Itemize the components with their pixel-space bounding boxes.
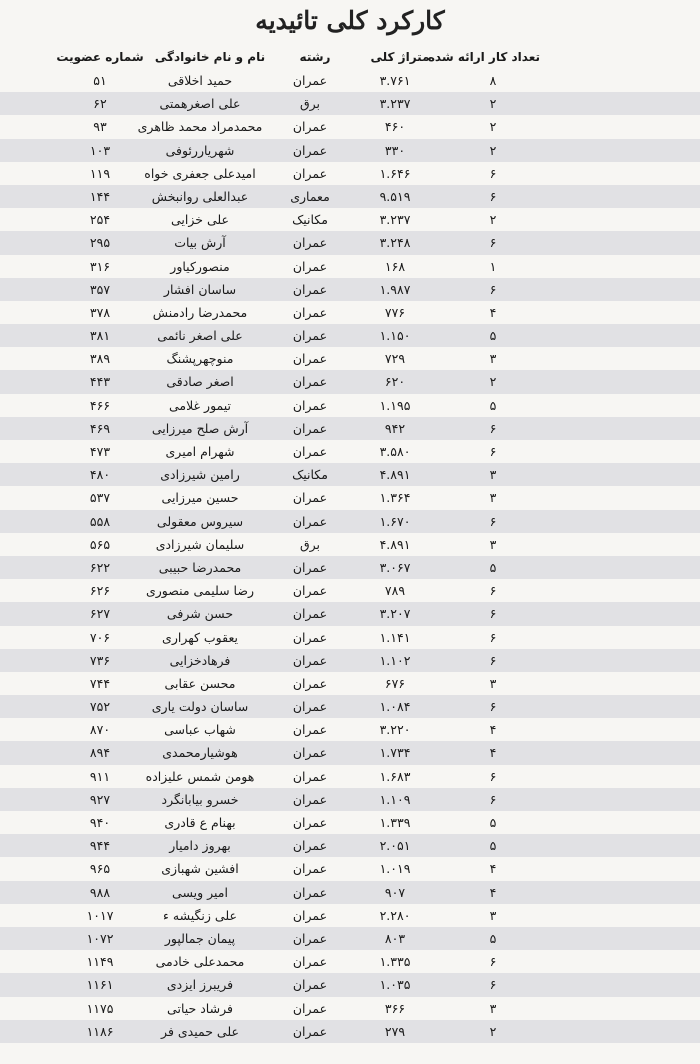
field-cell: عمران: [292, 884, 328, 900]
member-number-cell: ۷۰۶: [89, 629, 111, 645]
table-row: [0, 904, 700, 927]
area-cell: ۱.۶۴۶: [379, 165, 411, 181]
member-number-cell: ۹۴۰: [89, 815, 111, 830]
area-cell: ۳.۰۶۷: [379, 559, 411, 575]
header-name: نام و نام خانوادگی: [154, 50, 266, 64]
name-cell: شهریاررئوفی: [165, 142, 235, 158]
table-row: [0, 92, 700, 115]
area-cell: ۱.۰۱۹: [379, 861, 411, 877]
table-row: [0, 510, 700, 533]
member-number-cell: ۶۲۶: [89, 583, 111, 599]
table-row: [0, 811, 700, 834]
count-cell: ۲: [489, 119, 497, 135]
area-cell: ۱.۰۳۵: [379, 977, 411, 993]
name-cell: هومن شمس علیزاده: [145, 768, 255, 784]
field-cell: عمران: [292, 954, 328, 970]
table-row: [0, 394, 700, 417]
table-row: [0, 556, 700, 579]
member-number-cell: ۶۲۲: [89, 559, 111, 575]
count-cell: ۳: [489, 907, 497, 923]
member-number-cell: ۷۴۴: [89, 675, 111, 691]
name-cell: عبدالعلی روانبخش: [151, 188, 249, 204]
count-cell: ۲: [489, 212, 497, 228]
count-cell: ۵: [489, 559, 497, 575]
name-cell: افشین شهبازی: [161, 861, 239, 877]
member-number-cell: ۷۳۶: [89, 652, 111, 668]
table-row: [0, 463, 700, 486]
table-row: [0, 927, 700, 950]
table-row: [0, 162, 700, 185]
header-count: تعداد کار ارائه شده: [427, 50, 540, 64]
member-number-cell: ۶۲: [93, 96, 107, 112]
table-row: [0, 370, 700, 393]
count-cell: ۳: [489, 351, 497, 367]
table-row: [0, 301, 700, 324]
table-row: [0, 672, 700, 695]
member-number-cell: ۵۵۸: [89, 513, 111, 529]
table-row: [0, 208, 700, 231]
area-cell: ۶۲۰: [384, 374, 406, 390]
table-row: [0, 997, 700, 1020]
name-cell: رامین شیرزادی: [160, 467, 240, 483]
name-cell: حسن شرفی: [166, 606, 234, 622]
member-number-cell: ۱۴۴: [89, 188, 111, 204]
field-cell: عمران: [292, 907, 328, 923]
member-number-cell: ۵۳۷: [89, 490, 111, 506]
member-number-cell: ۴۶۶: [89, 397, 111, 413]
field-cell: برق: [299, 536, 321, 552]
name-cell: پیمان جمالپور: [164, 930, 236, 946]
field-cell: عمران: [292, 977, 328, 993]
member-number-cell: ۴۷۳: [89, 444, 111, 459]
count-cell: ۶: [489, 188, 497, 204]
field-cell: عمران: [292, 304, 328, 320]
member-number-cell: ۱۰۳: [89, 142, 111, 158]
area-cell: ۱.۷۳۴: [379, 745, 411, 761]
member-number-cell: ۴۶۹: [89, 420, 111, 436]
name-cell: علی زنگیشه ء: [163, 907, 237, 923]
count-cell: ۴: [489, 861, 497, 877]
area-cell: ۹۴۲: [384, 420, 406, 436]
count-cell: ۲: [489, 374, 497, 390]
field-cell: عمران: [292, 791, 328, 807]
table-row: [0, 834, 700, 857]
member-number-cell: ۸۹۴: [89, 745, 111, 761]
member-number-cell: ۹۳: [93, 119, 107, 135]
field-cell: عمران: [292, 675, 328, 691]
count-cell: ۶: [489, 954, 497, 970]
name-cell: رضا سلیمی منصوری: [145, 583, 255, 599]
count-cell: ۶: [489, 606, 497, 622]
name-cell: شهاب عباسی: [164, 722, 236, 738]
table-row: [0, 486, 700, 509]
count-cell: ۶: [489, 768, 497, 784]
table-row: [0, 649, 700, 672]
name-cell: محسن عقابی: [164, 675, 236, 691]
member-number-cell: ۳۷۸: [89, 304, 111, 320]
field-cell: عمران: [292, 281, 328, 297]
member-number-cell: ۳۸۹: [89, 351, 111, 367]
name-cell: ساسان دولت یاری: [151, 699, 249, 715]
table-row: [0, 741, 700, 764]
area-cell: ۱.۱۴۱: [379, 629, 411, 645]
field-cell: عمران: [292, 652, 328, 668]
count-cell: ۵: [489, 328, 497, 344]
table-row: [0, 255, 700, 278]
area-cell: ۳۶۶: [384, 1000, 406, 1016]
area-cell: ۱.۳۳۵: [379, 954, 411, 970]
name-cell: علی اصغرهمتی: [159, 96, 241, 112]
area-cell: ۳۳۰: [384, 142, 406, 158]
area-cell: ۲۷۹: [384, 1023, 406, 1039]
count-cell: ۶: [489, 583, 497, 599]
name-cell: حمید اخلاقی: [167, 73, 233, 88]
table-row: [0, 139, 700, 162]
field-cell: عمران: [292, 73, 328, 88]
count-cell: ۲: [489, 96, 497, 112]
member-number-cell: ۹۴۴: [89, 838, 111, 854]
name-cell: محمدرضا رادمنش: [152, 304, 248, 320]
member-number-cell: ۱۱۹: [89, 165, 111, 181]
count-cell: ۸: [489, 73, 497, 88]
field-cell: عمران: [292, 258, 328, 274]
name-cell: علی حمیدی فر: [161, 1023, 239, 1039]
name-cell: فرشاد حیاتی: [167, 1000, 233, 1016]
count-cell: ۶: [489, 165, 497, 181]
area-cell: ۳.۲۳۷: [379, 212, 411, 228]
field-cell: عمران: [292, 559, 328, 575]
count-cell: ۴: [489, 304, 497, 320]
field-cell: عمران: [292, 397, 328, 413]
area-cell: ۳.۲۴۸: [379, 235, 411, 251]
member-number-cell: ۵۱: [93, 73, 107, 88]
member-number-cell: ۱۱۷۵: [86, 1000, 114, 1016]
area-cell: ۳.۲۰۷: [379, 606, 411, 622]
field-cell: مکانیک: [292, 212, 328, 228]
field-cell: عمران: [292, 1000, 328, 1016]
name-cell: ساسان افشار: [163, 281, 237, 297]
area-cell: ۱.۱۹۵: [379, 397, 411, 413]
area-cell: ۲.۰۵۱: [379, 838, 411, 854]
name-cell: سیروس معقولی: [156, 513, 244, 529]
field-cell: برق: [299, 96, 321, 112]
member-number-cell: ۸۷۰: [89, 722, 111, 738]
table-row: [0, 440, 700, 463]
field-cell: عمران: [292, 583, 328, 599]
count-cell: ۶: [489, 444, 497, 459]
area-cell: ۲.۲۸۰: [379, 907, 411, 923]
table-row: [0, 185, 700, 208]
count-cell: ۲: [489, 142, 497, 158]
table-row: [0, 788, 700, 811]
member-number-cell: ۳۸۱: [89, 328, 111, 344]
name-cell: امیر ویسی: [172, 884, 228, 900]
name-cell: محمدرضا حبیبی: [158, 559, 242, 575]
count-cell: ۵: [489, 838, 497, 854]
area-cell: ۱.۱۵۰: [379, 328, 411, 344]
count-cell: ۳: [489, 467, 497, 483]
table-row: [0, 579, 700, 602]
header-member-number: شماره عضویت: [56, 50, 144, 64]
field-cell: عمران: [292, 142, 328, 158]
table-row: [0, 347, 700, 370]
area-cell: ۳.۲۳۷: [379, 96, 411, 112]
table-row: [0, 115, 700, 138]
name-cell: علی خزایی: [171, 212, 229, 228]
field-cell: عمران: [292, 513, 328, 529]
area-cell: ۹.۵۱۹: [379, 188, 411, 204]
count-cell: ۱: [489, 258, 497, 274]
table-header: [0, 50, 700, 70]
table-row: [0, 533, 700, 556]
count-cell: ۶: [489, 652, 497, 668]
name-cell: فریبرز ایزدی: [166, 977, 234, 993]
member-number-cell: ۴۸۰: [89, 467, 111, 483]
count-cell: ۶: [489, 235, 497, 251]
field-cell: عمران: [292, 374, 328, 390]
name-cell: سلیمان شیرزادی: [155, 536, 245, 552]
member-number-cell: ۹۸۸: [89, 884, 111, 900]
area-cell: ۷۷۶: [384, 304, 406, 320]
count-cell: ۴: [489, 745, 497, 761]
table-row: [0, 324, 700, 347]
field-cell: عمران: [292, 490, 328, 506]
table-row: [0, 602, 700, 625]
member-number-cell: ۵۶۵: [89, 536, 111, 552]
member-number-cell: ۱۱۴۹: [86, 954, 114, 970]
name-cell: امیدعلی جعفری خواه: [144, 165, 256, 181]
table-row: [0, 950, 700, 973]
area-cell: ۸۰۳: [384, 930, 406, 946]
member-number-cell: ۹۶۵: [89, 861, 111, 877]
member-number-cell: ۷۵۲: [89, 699, 111, 715]
member-number-cell: ۳۱۶: [89, 258, 111, 274]
field-cell: عمران: [292, 745, 328, 761]
member-number-cell: ۲۹۵: [89, 235, 111, 251]
name-cell: آرش صلح میرزایی: [151, 420, 249, 436]
area-cell: ۴.۸۹۱: [379, 467, 411, 483]
name-cell: شهرام امیری: [165, 444, 235, 459]
table-row: [0, 626, 700, 649]
area-cell: ۹۰۷: [384, 884, 406, 900]
area-cell: ۶۷۶: [384, 675, 406, 691]
table-row: [0, 881, 700, 904]
header-field: رشته: [299, 50, 331, 64]
count-cell: ۶: [489, 420, 497, 436]
name-cell: منوچهرپشنگ: [166, 351, 234, 367]
area-cell: ۴۶۰: [384, 119, 406, 135]
table-row: [0, 69, 700, 92]
area-cell: ۳.۷۶۱: [379, 73, 411, 88]
member-number-cell: ۹۲۷: [89, 791, 111, 807]
table-row: [0, 765, 700, 788]
name-cell: هوشیارمحمدی: [162, 745, 238, 761]
area-cell: ۷۸۹: [384, 583, 406, 599]
field-cell: عمران: [292, 444, 328, 459]
count-cell: ۳: [489, 536, 497, 552]
name-cell: تیمور غلامی: [168, 397, 232, 413]
field-cell: عمران: [292, 722, 328, 738]
count-cell: ۴: [489, 884, 497, 900]
field-cell: مکانیک: [292, 467, 328, 483]
member-number-cell: ۴۴۳: [89, 374, 111, 390]
count-cell: ۲: [489, 1023, 497, 1039]
count-cell: ۴: [489, 722, 497, 738]
field-cell: عمران: [292, 119, 328, 135]
member-number-cell: ۱۰۱۷: [86, 907, 114, 923]
member-number-cell: ۱۰۷۲: [86, 930, 114, 946]
name-cell: یعقوب کهراری: [162, 629, 238, 645]
count-cell: ۶: [489, 791, 497, 807]
member-number-cell: ۶۲۷: [89, 606, 111, 622]
area-cell: ۳.۵۸۰: [379, 444, 411, 459]
member-number-cell: ۱۱۸۶: [86, 1023, 114, 1039]
table-row: [0, 857, 700, 880]
area-cell: ۱.۳۳۹: [379, 815, 411, 830]
count-cell: ۵: [489, 397, 497, 413]
area-cell: ۷۲۹: [384, 351, 406, 367]
count-cell: ۶: [489, 513, 497, 529]
area-cell: ۱.۹۸۷: [379, 281, 411, 297]
field-cell: عمران: [292, 838, 328, 854]
area-cell: ۱.۱۰۲: [379, 652, 411, 668]
name-cell: آرش بیات: [174, 235, 226, 251]
area-cell: ۳.۲۲۰: [379, 722, 411, 738]
count-cell: ۶: [489, 977, 497, 993]
field-cell: عمران: [292, 768, 328, 784]
count-cell: ۳: [489, 675, 497, 691]
field-cell: معماری: [290, 188, 330, 204]
area-cell: ۱.۶۸۳: [379, 768, 411, 784]
name-cell: خسرو بیابانگرد: [161, 791, 239, 807]
count-cell: ۳: [489, 490, 497, 506]
name-cell: محمدعلی خادمی: [155, 954, 245, 970]
table-row: [0, 973, 700, 996]
area-cell: ۱.۱۰۹: [379, 791, 411, 807]
name-cell: حسین میرزایی: [161, 490, 239, 506]
member-number-cell: ۲۵۴: [89, 212, 111, 228]
field-cell: عمران: [292, 1023, 328, 1039]
name-cell: محمدمراد محمد ظاهری: [137, 119, 263, 135]
name-cell: بهروز دامیار: [169, 838, 231, 854]
field-cell: عمران: [292, 629, 328, 645]
field-cell: عمران: [292, 351, 328, 367]
member-number-cell: ۳۵۷: [89, 281, 111, 297]
table-row: [0, 718, 700, 741]
table-row: [0, 231, 700, 254]
count-cell: ۶: [489, 629, 497, 645]
count-cell: ۶: [489, 281, 497, 297]
area-cell: ۱.۳۶۴: [379, 490, 411, 506]
name-cell: فرهادخزایی: [169, 652, 231, 668]
field-cell: عمران: [292, 930, 328, 946]
area-cell: ۱۶۸: [384, 258, 406, 274]
table-row: [0, 695, 700, 718]
header-area: متراژ کلی: [370, 50, 430, 64]
field-cell: عمران: [292, 420, 328, 436]
member-number-cell: ۹۱۱: [89, 768, 111, 784]
field-cell: عمران: [292, 165, 328, 181]
member-number-cell: ۱۱۶۱: [86, 977, 114, 993]
field-cell: عمران: [292, 861, 328, 877]
table-row: [0, 1020, 700, 1043]
table-body: [0, 69, 700, 1043]
count-cell: ۳: [489, 1000, 497, 1016]
area-cell: ۱.۰۸۴: [379, 699, 411, 715]
table-row: [0, 417, 700, 440]
name-cell: علی اصغر نائمی: [157, 328, 243, 344]
area-cell: ۱.۶۷۰: [379, 513, 411, 529]
name-cell: اصغر صادقی: [166, 374, 234, 390]
field-cell: عمران: [292, 606, 328, 622]
page-title: کارکرد کلی تائیدیه: [255, 6, 445, 35]
field-cell: عمران: [292, 328, 328, 344]
name-cell: بهنام ع قادری: [164, 815, 236, 830]
field-cell: عمران: [292, 699, 328, 715]
table-row: [0, 278, 700, 301]
count-cell: ۵: [489, 930, 497, 946]
area-cell: ۴.۸۹۱: [379, 536, 411, 552]
field-cell: عمران: [292, 815, 328, 830]
name-cell: منصورکیاور: [170, 258, 230, 274]
count-cell: ۶: [489, 699, 497, 715]
count-cell: ۵: [489, 815, 497, 830]
field-cell: عمران: [292, 235, 328, 251]
